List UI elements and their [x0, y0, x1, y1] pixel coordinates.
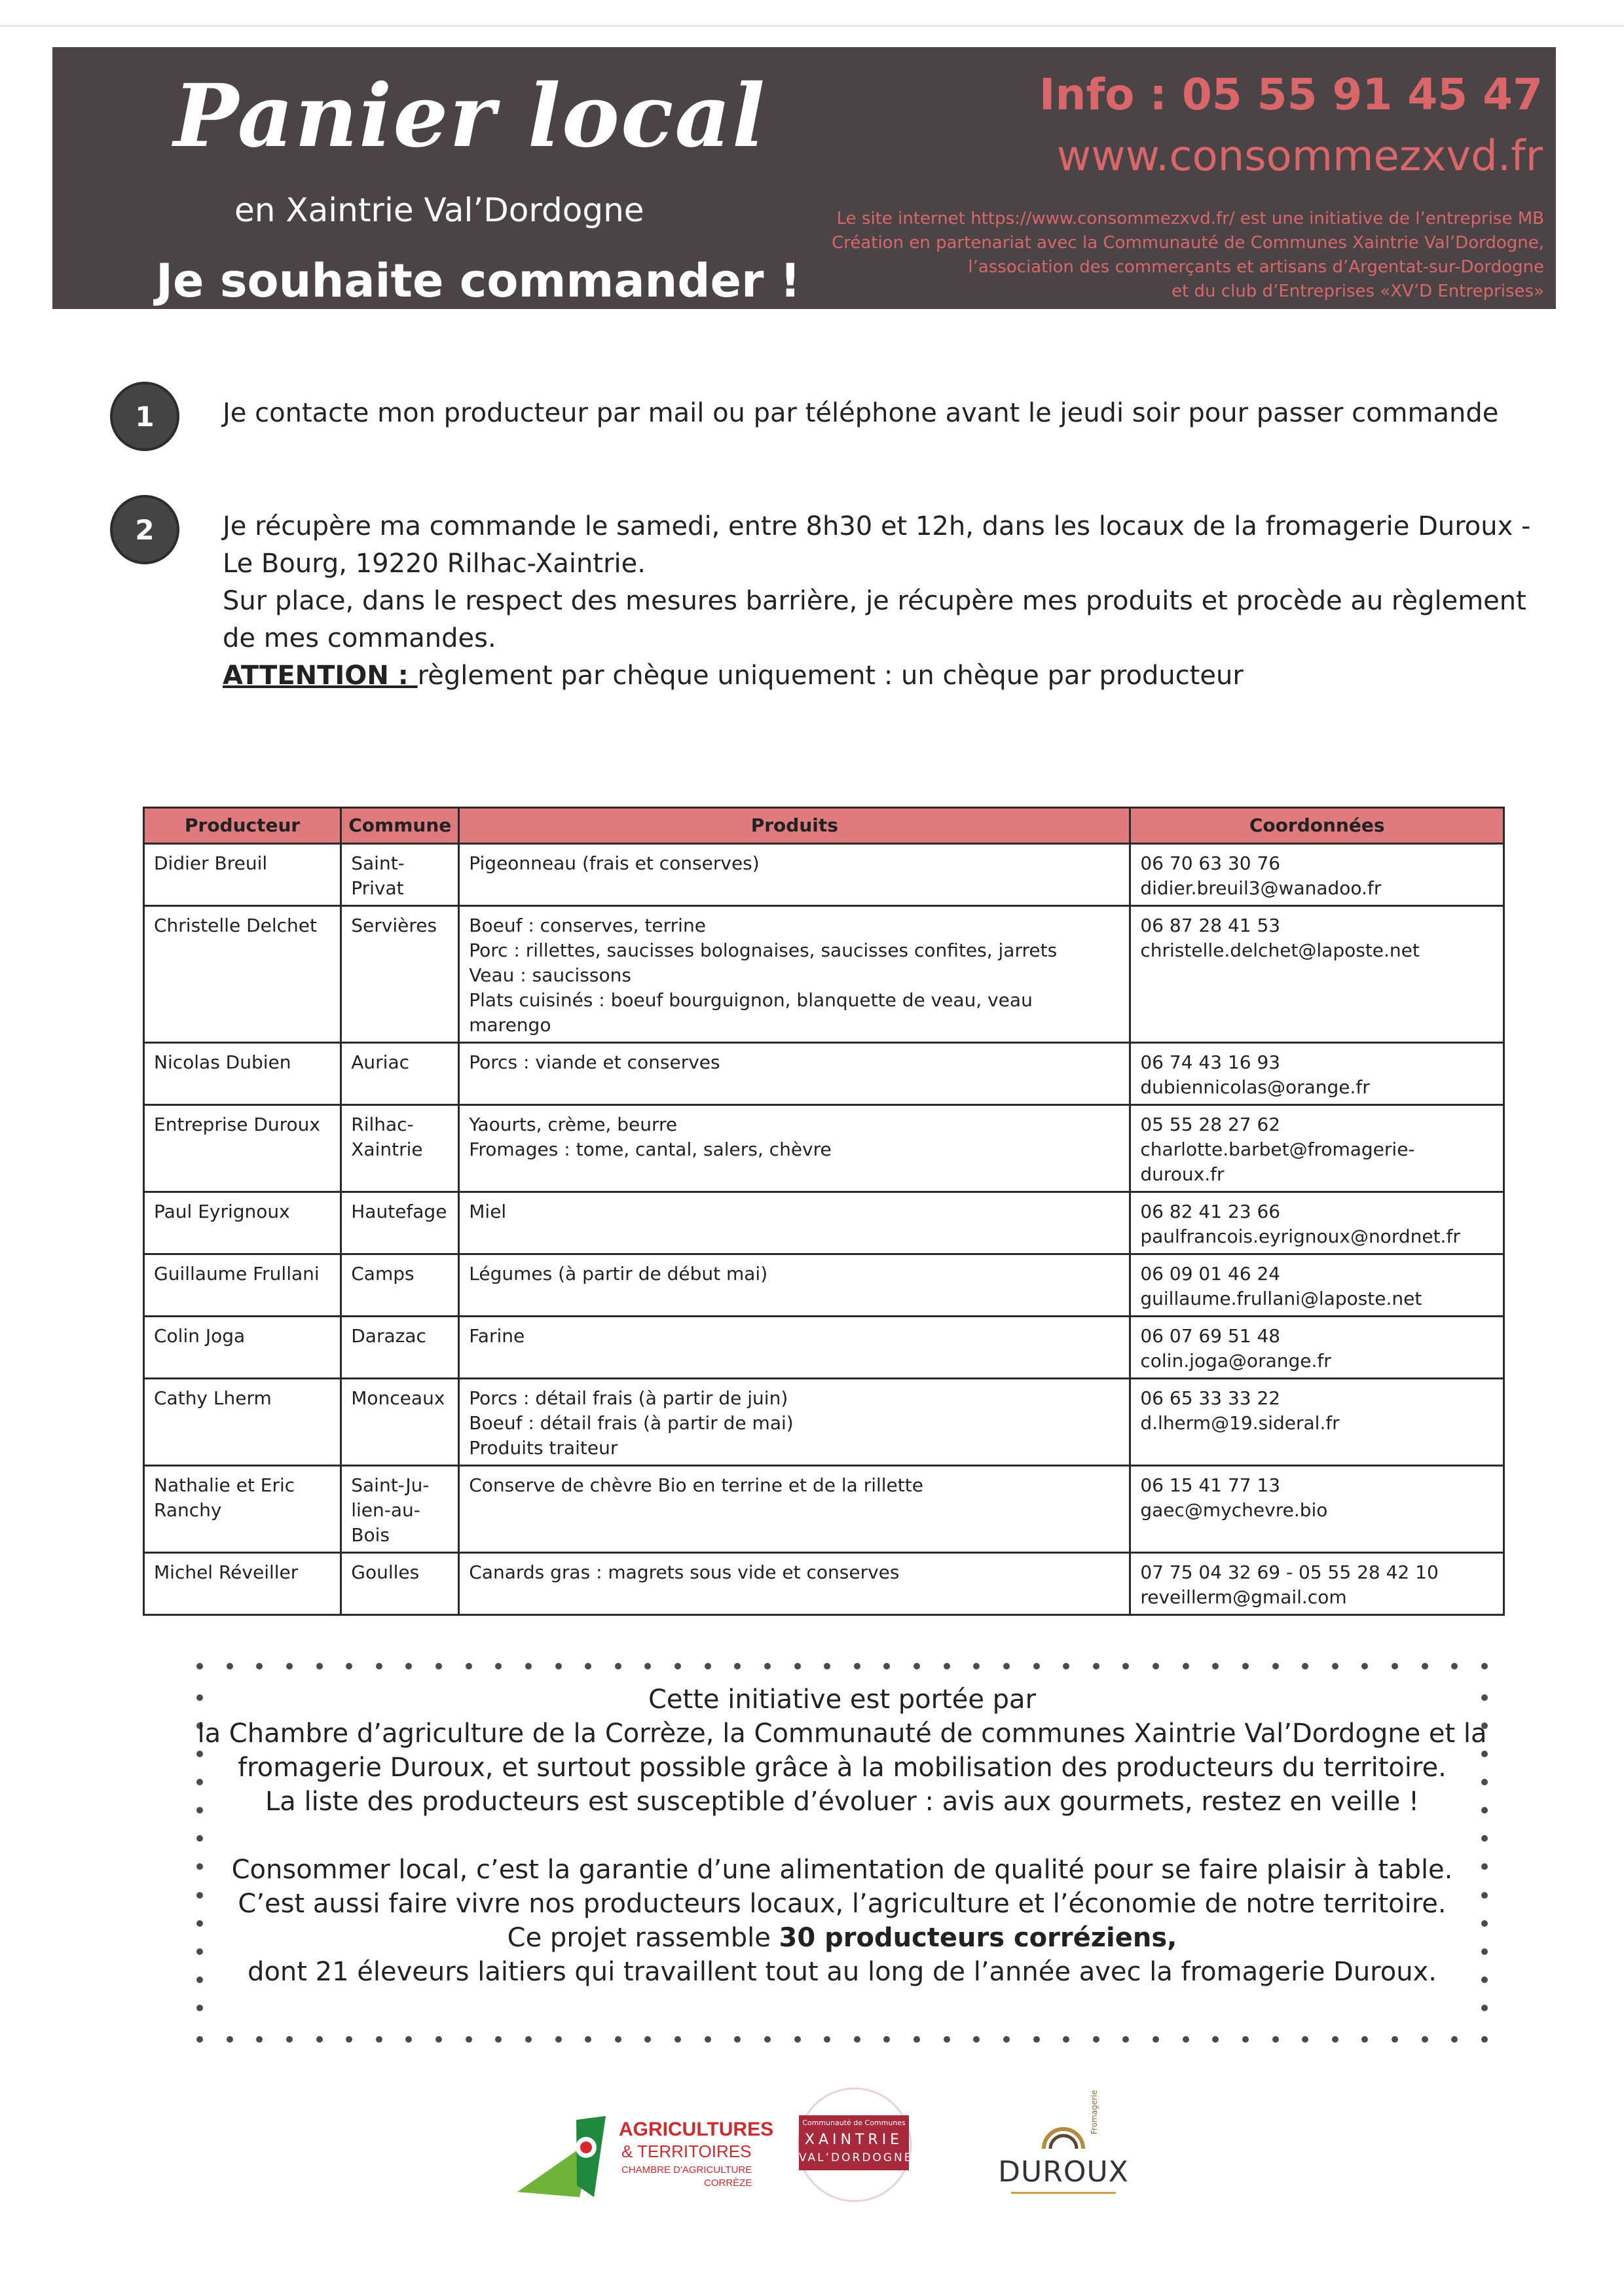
- frame-dot: [1093, 1663, 1099, 1669]
- cell-coordonnees-line: paulfrancois.eyrignoux@nordnet.fr: [1140, 1226, 1460, 1247]
- frame-dot: [196, 1663, 203, 1669]
- at-line4: CORRÈZE: [704, 2178, 752, 2189]
- col-header-coordonnees: Coordonnées: [1130, 808, 1504, 844]
- at-line1: AGRICULTURES: [619, 2119, 774, 2140]
- frame-dot: [764, 1663, 771, 1669]
- frame-dot: [405, 1663, 412, 1669]
- cell-coordonnees: [1130, 1466, 1504, 1553]
- cell-commune: [341, 906, 459, 1043]
- cell-produits-line: Porcs : viande et conserves: [469, 1051, 720, 1073]
- warning-line: [223, 657, 1530, 695]
- cell-produits-line: Miel: [469, 1201, 507, 1222]
- frame-dot: [615, 1663, 621, 1669]
- frame-dot: [705, 1663, 711, 1669]
- table-header-row: [144, 808, 1504, 844]
- cell-coordonnees-line: d.lherm@19.sideral.fr: [1140, 1412, 1340, 1434]
- frame-dot: [227, 1663, 233, 1669]
- cell-produits-line: Porcs : détail frais (à partir de juin): [469, 1387, 788, 1409]
- cell-produits: [459, 1254, 1130, 1317]
- cell-coordonnees-line: 05 55 28 27 62: [1140, 1114, 1281, 1135]
- cell-coordonnees: [1130, 906, 1504, 1043]
- cell-produits: [459, 1192, 1130, 1254]
- cell-produits: [459, 1379, 1130, 1466]
- frame-dot: [466, 2036, 472, 2043]
- cell-coordonnees: [1130, 1192, 1504, 1254]
- step-2-badge: 2: [110, 495, 179, 564]
- top-divider: [0, 25, 1624, 27]
- cell-coordonnees-line: 06 74 43 16 93: [1140, 1051, 1281, 1073]
- step-line: Je contacte mon producteur par mail ou par téléphone avant le jeudi soir pour passer commande: [223, 398, 1499, 428]
- at-line3: CHAMBRE D'AGRICULTURE: [621, 2164, 752, 2176]
- frame-dot: [824, 2036, 830, 2043]
- frame-dot: [674, 1663, 681, 1669]
- cell-coordonnees-line: 07 75 04 32 69 - 05 55 28 42 10: [1140, 1561, 1439, 1583]
- cell-produits-line: Pigeonneau (frais et conserves): [469, 852, 760, 874]
- cell-produits: [459, 1317, 1130, 1379]
- cell-produits-line: Veau : saucissons: [469, 964, 631, 986]
- cell-coordonnees-line: 06 15 41 77 13: [1140, 1474, 1281, 1496]
- brand-title: Panier local: [174, 65, 767, 167]
- credits-line: et du club d’Entreprises «XV’D Entreprises»: [1172, 282, 1544, 301]
- frame-dot: [854, 1663, 860, 1669]
- frame-dot: [1242, 1663, 1249, 1669]
- region-subtitle: en Xaintrie Val’Dordogne: [234, 191, 644, 229]
- at-line2: & TERRITOIRES: [621, 2141, 752, 2161]
- table-row: [144, 1254, 1504, 1317]
- frame-dot: [346, 1663, 352, 1669]
- cell-coordonnees: [1130, 1379, 1504, 1466]
- frame-dot: [734, 2036, 741, 2043]
- cell-producteur-text: Cathy Lherm: [154, 1387, 272, 1409]
- frame-dot: [944, 2036, 950, 2043]
- step-line: Je récupère ma commande le samedi, entre 8h30 et 12h, dans les locaux de la fromagerie Duroux -: [223, 511, 1531, 541]
- producers-table: [143, 807, 1505, 1616]
- frame-dot: [316, 1663, 323, 1669]
- frame-dot: [256, 2036, 263, 2043]
- cell-coordonnees-line: 06 09 01 46 24: [1140, 1263, 1281, 1285]
- xvd-line2: XAINTRIE: [804, 2132, 904, 2148]
- frame-dot: [615, 2036, 621, 2043]
- cell-produits-line: Boeuf : conserves, terrine: [469, 915, 706, 936]
- step-line: Le Bourg, 19220 Rilhac-Xaintrie.: [223, 549, 646, 579]
- frame-dot: [1481, 2005, 1488, 2011]
- cell-produits-line: Boeuf : détail frais (à partir de mai): [469, 1412, 794, 1434]
- frame-dot: [1183, 2036, 1189, 2043]
- frame-dot: [1422, 2036, 1428, 2043]
- frame-dot: [973, 2036, 980, 2043]
- frame-dot: [1392, 1663, 1398, 1669]
- frame-dot: [1033, 1663, 1040, 1669]
- cell-producteur: [144, 906, 341, 1043]
- chamber-leaf-icon: [514, 2113, 625, 2198]
- frame-dot: [1242, 2036, 1249, 2043]
- frame-dot: [1481, 1663, 1488, 1669]
- step-1-badge: 1: [110, 382, 179, 451]
- initiative-text-block: [196, 1683, 1488, 1989]
- frame-dot: [1063, 1663, 1069, 1669]
- frame-dot: [1212, 2036, 1219, 2043]
- frame-dot: [1302, 1663, 1308, 1669]
- cell-coordonnees-line: christelle.delchet@laposte.net: [1140, 939, 1420, 961]
- cell-producteur: [144, 1379, 341, 1466]
- cell-produits: [459, 906, 1130, 1043]
- cell-commune: [341, 1466, 459, 1553]
- cell-coordonnees-line: colin.joga@orange.fr: [1140, 1350, 1331, 1372]
- step-1-text: [223, 395, 1498, 432]
- cell-commune-text: Goulles: [351, 1561, 420, 1583]
- table-row: [144, 1466, 1504, 1553]
- table-row: [144, 1043, 1504, 1105]
- frame-dot: [1481, 2036, 1488, 2043]
- credits-line: Le site internet https://www.consommezxvd.fr/ est une initiative de l’entreprise MB: [836, 209, 1544, 228]
- frame-dot: [376, 2036, 382, 2043]
- cell-producteur: [144, 1192, 341, 1254]
- cell-producteur-text: Didier Breuil: [154, 852, 268, 874]
- frame-dot: [1361, 2036, 1368, 2043]
- frame-dot: [794, 1663, 801, 1669]
- step-line: de mes commandes.: [223, 623, 496, 653]
- dx-name: DUROUX: [998, 2155, 1129, 2189]
- cell-coordonnees-line: 06 82 41 23 66: [1140, 1201, 1281, 1222]
- cell-producteur-text: Nicolas Dubien: [154, 1051, 291, 1073]
- frame-dot: [1332, 2036, 1338, 2043]
- frame-dot: [794, 2036, 801, 2043]
- cell-commune: [341, 844, 459, 906]
- cell-commune-text: Camps: [351, 1263, 415, 1285]
- agricultures-territoires-logo: [514, 2113, 774, 2198]
- cell-produits: [459, 1466, 1130, 1553]
- cell-coordonnees: [1130, 844, 1504, 906]
- frame-dot: [555, 1663, 562, 1669]
- credits-line: Création en partenariat avec la Communauté de Communes Xaintrie Val’Dordogne,: [832, 233, 1544, 253]
- cell-producteur-text: Paul Eyrignoux: [154, 1201, 290, 1222]
- cell-produits-line: Plats cuisinés : boeuf bourguignon, blanquette de veau, veau marengo: [469, 989, 1033, 1036]
- dx-top: Fromagerie: [1090, 2090, 1099, 2134]
- info-phone: Info : 05 55 91 45 47: [1039, 69, 1543, 120]
- cell-producteur: [144, 1043, 341, 1105]
- cell-producteur: [144, 844, 341, 906]
- frame-dot: [1003, 2036, 1010, 2043]
- cell-produits: [459, 844, 1130, 906]
- cell-producteur: [144, 1317, 341, 1379]
- frame-dot: [913, 1663, 920, 1669]
- frame-dot: [495, 1663, 502, 1669]
- cell-coordonnees-line: guillaume.frullani@laposte.net: [1140, 1288, 1422, 1309]
- cell-coordonnees-line: gaec@mychevre.bio: [1140, 1499, 1328, 1521]
- cell-producteur-text: Colin Joga: [154, 1325, 246, 1347]
- frame-dot: [585, 2036, 591, 2043]
- cell-produits-line: Conserve de chèvre Bio en terrine et de la rillette: [469, 1474, 923, 1496]
- xvd-line1: Communauté de Communes: [802, 2119, 906, 2127]
- frame-dot: [1122, 1663, 1129, 1669]
- cell-produits-line: Yaourts, crème, beurre: [469, 1114, 678, 1135]
- cell-produits-line: Farine: [469, 1325, 525, 1347]
- cell-produits: [459, 1105, 1130, 1192]
- cell-producteur-text: Christelle Delchet: [154, 915, 317, 936]
- frame-dot-row: [196, 2036, 1488, 2043]
- cell-coordonnees: [1130, 1105, 1504, 1192]
- frame-dot: [1451, 1663, 1458, 1669]
- cell-producteur-text: Michel Réveiller: [154, 1561, 299, 1583]
- warning-text: règlement par chèque uniquement : un chèque par producteur: [417, 661, 1244, 691]
- cell-producteur-text: Guillaume Frullani: [154, 1263, 320, 1285]
- initiative-line: la Chambre d’agriculture de la Corrèze, la Communauté de communes Xaintrie Val’Dordogne et la: [197, 1719, 1487, 1749]
- order-heading: Je souhaite commander !: [156, 254, 801, 308]
- step-2-text: [223, 508, 1530, 695]
- frame-dot: [316, 2036, 323, 2043]
- cell-producteur-text: Entreprise Duroux: [154, 1114, 320, 1135]
- cell-commune-text: Servières: [351, 915, 437, 936]
- table-row: [144, 1553, 1504, 1615]
- cell-commune-text: Saint-Privat: [351, 852, 405, 899]
- initiative-line: fromagerie Duroux, et surtout possible grâce à la mobilisation des producteurs du territoire.: [238, 1753, 1447, 1783]
- frame-dot: [1093, 2036, 1099, 2043]
- frame-dot: [1033, 2036, 1040, 2043]
- producer-count-highlight: 30 producteurs corréziens,: [779, 1923, 1177, 1953]
- col-header-producteur: Producteur: [144, 808, 341, 844]
- frame-dot: [1451, 2036, 1458, 2043]
- cell-coordonnees: [1130, 1317, 1504, 1379]
- table-row: [144, 1379, 1504, 1466]
- frame-dot: [913, 2036, 920, 2043]
- cell-producteur-text: Nathalie et Eric Ranchy: [154, 1474, 295, 1521]
- cell-producteur: [144, 1254, 341, 1317]
- initiative-intro: Cette initiative est portée par: [648, 1685, 1037, 1715]
- frame-dot: [644, 1663, 651, 1669]
- frame-dot: [883, 2036, 890, 2043]
- duroux-arch-icon: [991, 2108, 1135, 2154]
- frame-dot: [1122, 2036, 1129, 2043]
- frame-dot: [405, 2036, 412, 2043]
- frame-dot: [525, 1663, 532, 1669]
- cell-commune-text: Hautefage: [351, 1201, 447, 1222]
- frame-dot: [466, 1663, 472, 1669]
- website-link[interactable]: www.consommezxvd.fr: [1056, 132, 1543, 181]
- frame-dot: [376, 1663, 382, 1669]
- frame-dot: [1302, 2036, 1308, 2043]
- frame-dot: [1392, 2036, 1398, 2043]
- cell-coordonnees-line: reveillerm@gmail.com: [1140, 1586, 1347, 1608]
- table-row: [144, 1192, 1504, 1254]
- cell-commune: [341, 1379, 459, 1466]
- frame-dot: [1063, 2036, 1069, 2043]
- initiative-line: Consommer local, c’est la garantie d’une alimentation de qualité pour se faire plaisir à table.: [231, 1855, 1453, 1885]
- cell-producteur: [144, 1105, 341, 1192]
- cell-coordonnees-line: dubiennicolas@orange.fr: [1140, 1076, 1370, 1098]
- frame-dot: [286, 2036, 293, 2043]
- step-line: Sur place, dans le respect des mesures barrière, je récupère mes produits et procède au règlement: [223, 586, 1526, 616]
- frame-dot: [883, 1663, 890, 1669]
- frame-dot: [1153, 1663, 1159, 1669]
- site-credits: [791, 207, 1544, 304]
- cell-coordonnees-line: 06 70 63 30 76: [1140, 852, 1281, 874]
- cell-coordonnees: [1130, 1043, 1504, 1105]
- frame-dot: [495, 2036, 502, 2043]
- cell-commune: [341, 1254, 459, 1317]
- frame-dot: [705, 2036, 711, 2043]
- table-row: [144, 906, 1504, 1043]
- xaintrie-val-dordogne-logo: [779, 2086, 930, 2204]
- cell-coordonnees-line: 06 87 28 41 53: [1140, 915, 1281, 936]
- cell-coordonnees-line: 06 65 33 33 22: [1140, 1387, 1281, 1409]
- frame-dot: [1422, 1663, 1428, 1669]
- frame-dot: [1212, 1663, 1219, 1669]
- initiative-line: C’est aussi faire vivre nos producteurs locaux, l’agriculture et l’économie de notre territoire.: [238, 1889, 1447, 1919]
- cell-commune: [341, 1553, 459, 1615]
- cell-produits: [459, 1553, 1130, 1615]
- frame-dot: [1361, 1663, 1368, 1669]
- col-header-produits: Produits: [459, 808, 1130, 844]
- frame-dot: [256, 1663, 263, 1669]
- frame-dot: [764, 2036, 771, 2043]
- table-row: [144, 1105, 1504, 1192]
- fromagerie-duroux-logo: [991, 2090, 1135, 2206]
- cell-produits-line: Légumes (à partir de début mai): [469, 1263, 768, 1285]
- cell-producteur: [144, 1466, 341, 1553]
- credits-line: l’association des commerçants et artisans d’Argentat-sur-Dordogne: [968, 257, 1544, 277]
- frame-dot: [525, 2036, 532, 2043]
- frame-dot: [1003, 1663, 1010, 1669]
- cell-commune-text: Auriac: [351, 1051, 409, 1073]
- cell-produits-line: Fromages : tome, cantal, salers, chèvre: [469, 1139, 832, 1160]
- frame-dot: [346, 2036, 352, 2043]
- xvd-line3: VAL’DORDOGNE: [799, 2151, 913, 2164]
- initiative-line: La liste des producteurs est susceptible d’évoluer : avis aux gourmets, restez en veille !: [265, 1787, 1419, 1817]
- frame-dot: [227, 2036, 233, 2043]
- cell-coordonnees-line: charlotte.barbet@fromagerie-duroux.fr: [1140, 1139, 1415, 1185]
- table-row: [144, 1317, 1504, 1379]
- frame-dot: [824, 1663, 830, 1669]
- frame-dot: [854, 2036, 860, 2043]
- frame-dot: [1332, 1663, 1338, 1669]
- cell-commune-text: Saint-Ju- lien-au- Bois: [351, 1474, 430, 1546]
- frame-dot: [196, 2005, 203, 2011]
- frame-dot: [1183, 1663, 1189, 1669]
- cell-commune-text: Monceaux: [351, 1387, 445, 1409]
- frame-dot: [555, 2036, 562, 2043]
- frame-dot: [196, 2036, 203, 2043]
- cell-commune: [341, 1317, 459, 1379]
- frame-dot: [674, 2036, 681, 2043]
- frame-dot: [435, 1663, 442, 1669]
- cell-commune: [341, 1192, 459, 1254]
- frame-dot: [644, 2036, 651, 2043]
- frame-dot: [585, 1663, 591, 1669]
- table-body: [144, 844, 1504, 1615]
- frame-dot-row: [196, 1663, 1488, 1669]
- warning-label: ATTENTION :: [223, 661, 418, 691]
- cell-produits-line: Canards gras : magrets sous vide et conserves: [469, 1561, 900, 1583]
- frame-dot: [734, 1663, 741, 1669]
- cell-commune: [341, 1105, 459, 1192]
- cell-commune: [341, 1043, 459, 1105]
- frame-dot: [944, 1663, 950, 1669]
- cell-produits: [459, 1043, 1130, 1105]
- frame-dot: [435, 2036, 442, 2043]
- table-row: [144, 844, 1504, 906]
- cell-commune-text: Rilhac- Xaintrie: [351, 1114, 423, 1160]
- cell-producteur: [144, 1553, 341, 1615]
- cell-commune-text: Darazac: [351, 1325, 426, 1347]
- col-header-commune: Commune: [341, 808, 459, 844]
- initiative-line: dont 21 éleveurs laitiers qui travaillent tout au long de l’année avec la fromagerie Duroux.: [248, 1957, 1437, 1987]
- frame-dot: [1272, 1663, 1279, 1669]
- frame-dot: [973, 1663, 980, 1669]
- frame-dot: [286, 1663, 293, 1669]
- frame-dot: [1272, 2036, 1279, 2043]
- cell-coordonnees: [1130, 1254, 1504, 1317]
- initiative-line: Ce projet rassemble 30 producteurs corréziens,: [507, 1923, 1177, 1953]
- cell-coordonnees: [1130, 1553, 1504, 1615]
- cell-produits-line: Produits traiteur: [469, 1437, 618, 1459]
- cell-coordonnees-line: 06 07 69 51 48: [1140, 1325, 1281, 1347]
- cell-produits-line: Porc : rillettes, saucisses bolognaises, saucisses confites, jarrets: [469, 939, 1058, 961]
- frame-dot: [1153, 2036, 1159, 2043]
- cell-coordonnees-line: didier.breuil3@wanadoo.fr: [1140, 877, 1382, 899]
